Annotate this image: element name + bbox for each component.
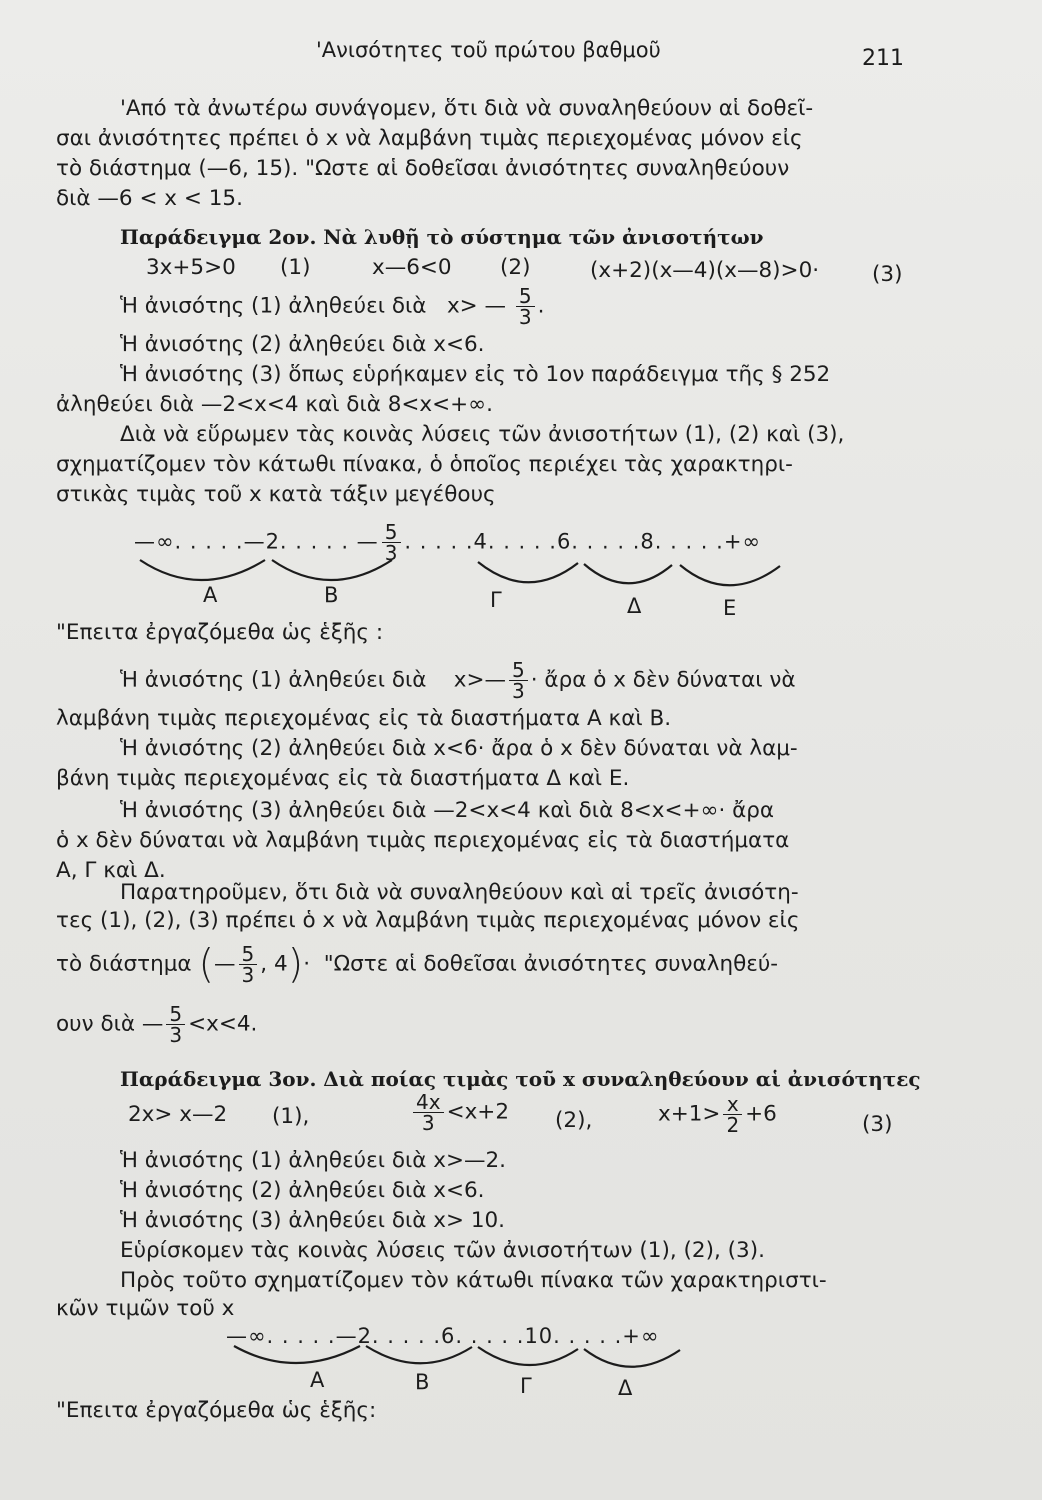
fraction [516,286,535,327]
value-scale [134,522,761,563]
text-line: κῶν τιμῶν τοῦ x [56,1296,235,1321]
text-line: Παρατηροῦμεν, ὅτι διὰ νὰ συναληθεύουν καὶ αἱ τρεῖς ἀνισότη- [120,880,799,905]
math-expression: x> — [446,293,507,319]
interval-label: Γ [490,588,502,612]
text-line: τες (1), (2), (3) πρέπει ὁ x νὰ λαμβάνη τιμὰς περιεχομένας μόνον εἰς [56,908,800,933]
text-line: λαμβάνη τιμὰς περιεχομένας εἰς τὰ διαστήματα Α καὶ Β. [56,706,672,731]
text-line [56,1004,916,1045]
text-line: Εὑρίσκομεν τὰς κοινὰς λύσεις τῶν ἀνισοτήτων (1), (2), (3). [120,1238,765,1263]
text-line: Ἡ ἀνισότης (2) ἀληθεύει διὰ x<6. [120,332,485,357]
inequality-number: (2) [500,255,531,280]
scale-text: . . . . .4. . . . .6. . . . .8. . . . .+∞ [404,529,761,554]
inequality-1: 2x> x—2 [128,1102,228,1127]
math-expression: ( [198,941,215,988]
numerator: x [723,1094,742,1115]
text-line: Ἡ ἀνισότης (2) ἀληθεύει διὰ x<6· ἄρα ὁ x δὲν δύναται νὰ λαμ- [120,736,798,761]
inequality-number: (2), [555,1108,593,1133]
inequality-3: (x+2)(x—4)(x—8)>0· [590,258,820,283]
text-line: "Επειτα ἐργαζόμεθα ὡς ἑξῆς: [56,1398,377,1423]
text: Ἡ ἀνισότης (1) ἀληθεύει διὰ [120,293,427,319]
inequality-2 [410,1092,509,1133]
denominator: 3 [241,963,255,987]
fraction [239,944,258,985]
arc-2G [478,1347,578,1365]
denominator: 3 [384,541,399,565]
numerator: 5 [516,286,535,307]
text-line: 'Από τὰ ἀνωτέρω συνάγομεν, ὅτι διὰ νὰ συναληθεύουν αἱ δοθεῖ- [120,96,814,121]
text-line: διὰ —6 < x < 15. [56,186,243,211]
math-expression: ουν διὰ — [56,1011,164,1037]
interval-label: Ε [723,596,737,620]
example-title: Διὰ ποίας τιμὰς τοῦ x συναληθεύουν αἱ ἀνισότητες [323,1067,921,1091]
example-label: Παράδειγμα 2ον. [120,225,317,249]
interval-label: Α [310,1368,325,1392]
text-line: τὸ διάστημα (—6, 15). "Ωστε αἱ δοθεῖσαι ἀνισότητες συναληθεύουν [56,156,790,181]
text-line: στικὰς τιμὰς τοῦ x κατὰ τάξιν μεγέθους [56,482,496,507]
math-expression: +6 [745,1101,777,1127]
value-scale: —∞. . . . .—2. . . . .6. . . . .10. . . . .+∞ [226,1324,660,1348]
denominator: 2 [726,1113,740,1137]
arc-2B [366,1346,472,1363]
text-line [120,660,980,701]
arc-G [478,562,578,582]
text-line: Ἡ ἀνισότης (3) ὅπως εὑρήκαμεν εἰς τὸ 1ον παράδειγμα τῆς § 252 [120,362,831,387]
math-expression: ) [287,941,304,988]
inequality-3 [658,1094,777,1135]
example-title: Νὰ λυθῇ τὸ σύστημα τῶν ἀνισοτήτων [323,225,764,249]
text-line: βάνη τιμὰς περιεχομένας εἰς τὰ διαστήματα Δ καὶ Ε. [56,766,630,791]
fraction [509,660,528,701]
text-line: ὁ x δὲν δύναται νὰ λαμβάνη τιμὰς περιεχομένας εἰς τὰ διαστήματα [56,828,790,853]
arc-2A [234,1346,360,1363]
denominator: 3 [169,1023,183,1047]
interval-label: Γ [520,1374,532,1398]
text-line: τὸ διάστημα (— $\frac{5}{3}$ , 4)· "Ωστε αἱ δοθεῖσαι ἀνισότητες συναληθεύ- [56,941,779,988]
example-heading [120,222,980,253]
numerator: 5 [166,1004,185,1025]
inequality-2: x—6<0 [372,255,452,280]
denominator: 3 [518,305,532,329]
interval-label: Β [324,583,339,607]
page-number: 211 [862,46,904,71]
interval-label: Δ [627,594,642,618]
fraction [382,522,402,563]
inequality-1: 3x+5>0 [146,255,236,280]
fraction [166,1004,185,1045]
math-expression: <x<4. [188,1011,258,1037]
text-line: Ἡ ἀνισότης (1) ἀληθεύει διὰ x> — $\frac{5}{3}$ . [120,284,545,329]
arc-B [272,560,392,580]
arc-A [140,560,265,580]
numerator: 5 [239,944,258,965]
text-line: Ἡ ἀνισότης (3) ἀληθεύει διὰ —2<x<4 καὶ διὰ 8<x<+∞· ἄρα [120,798,775,823]
inequality-number: (1), [272,1104,310,1129]
running-title: 'Ανισότητες τοῦ πρώτου βαθμοῦ [316,38,661,62]
numerator: 5 [382,522,402,543]
fraction [723,1094,742,1135]
scale-text: —∞. . . . .—2. . . . . — [134,529,379,554]
math-expression: , 4 [260,951,288,977]
text: τὸ διάστημα [56,951,192,977]
text-line: "Επειτα ἐργαζόμεθα ὡς ἑξῆς : [56,620,384,645]
text: · ἄρα ὁ x δὲν δύναται νὰ [530,667,796,693]
text-line: Ἡ ἀνισότης (2) ἀληθεύει διὰ x<6. [120,1178,485,1203]
page-header [56,38,904,78]
numerator: 5 [509,660,528,681]
interval-label: Α [203,583,218,607]
example-heading [120,1064,980,1095]
denominator: 3 [421,1111,435,1135]
math-expression: <x+2 [446,1099,509,1125]
example-label: Παράδειγμα 3ον. [120,1067,317,1091]
interval-label: Δ [618,1376,633,1400]
text-line: Ἡ ἀνισότης (1) ἀληθεύει διὰ x>—2. [120,1148,507,1173]
text-line: Πρὸς τοῦτο σχηματίζομεν τὸν κάτωθι πίνακα τῶν χαρακτηριστι- [120,1268,827,1293]
text: Ἡ ἀνισότης (1) ἀληθεύει διὰ [120,667,427,693]
arc-D [584,564,672,583]
inequality-number: (3) [862,1112,893,1137]
inequality-number: (3) [872,262,903,287]
interval-label: Β [415,1370,430,1394]
text-line: σαι ἀνισότητες πρέπει ὁ x νὰ λαμβάνη τιμὰς περιεχομένας μόνον εἰς [56,126,803,151]
numerator: 4x [413,1092,444,1113]
arc-E [680,565,780,585]
math-expression: x>— [453,667,507,693]
denominator: 3 [512,679,525,703]
fraction [413,1092,444,1133]
arc-2D [584,1349,680,1367]
text-line: σχηματίζομεν τὸν κάτωθι πίνακα, ὁ ὁποῖος περιέχει τὰς χαρακτηρι- [56,452,793,477]
text: "Ωστε αἱ δοθεῖσαι ἀνισότητες συναληθεύ- [323,951,779,977]
inequality-number: (1) [280,255,311,280]
text-line: Α, Γ καὶ Δ. [56,858,166,883]
math-expression: x+1> [658,1101,721,1127]
text-line: Ἡ ἀνισότης (3) ἀληθεύει διὰ x> 10. [120,1208,506,1233]
text-line: Διὰ νὰ εὕρωμεν τὰς κοινὰς λύσεις τῶν ἀνισοτήτων (1), (2) καὶ (3), [120,422,845,447]
text-line: ἀληθεύει διὰ —2<x<4 καὶ διὰ 8<x<+∞. [56,392,493,417]
